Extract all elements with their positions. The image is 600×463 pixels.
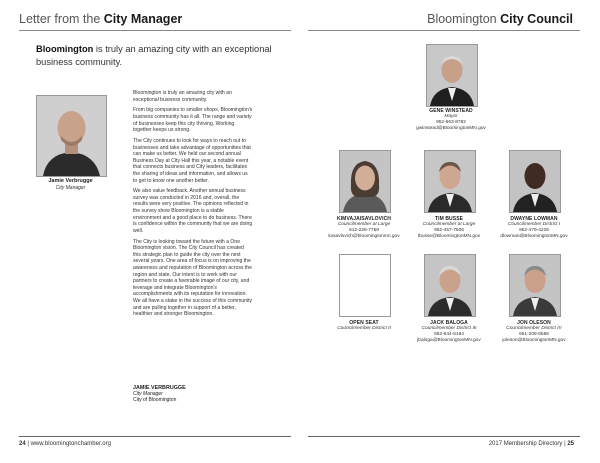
council-member: OPEN SEAT Councilmember District II	[337, 320, 391, 331]
manager-name: Jamie Verbrugge	[48, 178, 93, 184]
open-seat-placeholder	[339, 254, 391, 317]
left-page-number: 24	[19, 441, 26, 447]
council-member: DWAYNE LOWMAN Councilmember District I 952-479-4226 dlowman@BloomingtonMN.gov	[489, 216, 579, 240]
mayor-photo	[426, 44, 478, 107]
footer-rule-left	[19, 436, 291, 437]
council-photo	[509, 254, 561, 317]
left-header-bold: City Manager	[103, 12, 183, 26]
council-member: KIMVAJAISAVLOVICH Councilmember at Large 612-226-7759 kvsavlovich@bloomingtonmn.gov	[319, 216, 409, 240]
letter-signature	[133, 385, 253, 403]
right-footer: 2017 Membership Directory | 25	[488, 441, 574, 447]
signature-title: City Manager	[133, 391, 163, 397]
letter-paragraph: The City is looking toward the future with a One Bloomington vision. The City Council has created this strategic plan to guide the city over the next several years. One area of focus is on improving the awareness and reputation of Bloomington across the region and state. Our intent is to work with our partners to create a favorable image of our city, and leverage and integrate Bloomington's accomplishments with its reputation for innovation. We all have a stake in the success of this community and are pulling together in support of a better, healthier and stronger Bloomington.	[133, 238, 253, 318]
email-link[interactable]: joleson@BloomingtonMN.gov	[502, 338, 566, 343]
letter-paragraph: The City continues to look for ways to reach out to businesses and take advantage of opportunities that can make us better. We held our second annual Business Day at City Hall this year, a notable event that connects business and City leaders, facilitates the sharing of ideas and information, and allows us to get to know one another better.	[133, 137, 251, 184]
footer-directory-label: 2017 Membership Directory	[488, 441, 563, 447]
right-page-number: 25	[567, 441, 574, 447]
council-photo	[424, 254, 476, 317]
manager-title: City Manager	[55, 185, 86, 191]
signature-name: JAMIE VERBRUGGE	[133, 385, 186, 391]
signature-org: City of Bloomington	[133, 397, 177, 403]
letter-paragraph: We also value feedback. Another annual business survey was conducted in 2016 and, overall, the results were very positive. The opinions reflected in the survey show Bloomington is a stable environment and a good place to do business. There is confidence within the community that we are doing well.	[133, 188, 253, 234]
email-link[interactable]: kvsavlovich@bloomingtonmn.gov	[328, 234, 400, 239]
letter-body	[133, 90, 253, 322]
council-member: JON OLESON Councilmember District IV 651-208-6586 joleson@BloomingtonMN.gov	[489, 320, 579, 344]
council-photo	[509, 150, 561, 213]
footer-rule-right	[308, 436, 580, 437]
council-member: JACK BALOGA Councilmember District III 952-644-5194 jbaloga@BloomingtonMN.gov	[404, 320, 494, 344]
letter-paragraph: Bloomington is truly an amazing city with an exceptional business community.	[133, 90, 232, 103]
email-link[interactable]: gwinstead@BloomingtonMN.gov	[416, 126, 486, 131]
manager-photo	[36, 95, 107, 177]
email-link[interactable]: dlowman@BloomingtonMN.gov	[500, 234, 568, 239]
council-photo	[424, 150, 476, 213]
email-link[interactable]: tbusse@BloomingtonMN.gov	[417, 234, 481, 239]
letter-paragraph: From big companies to smaller shops, Bloomington's business community has it all. The range and variety of businesses keep this city thriving. Working together keeps us strong.	[133, 107, 253, 134]
email-link[interactable]: jbaloga@BloomingtonMN.gov	[417, 338, 481, 343]
council-member: GENE WINSTEAD Mayor 952-563-8782 gwinstead@BloomingtonMN.gov	[406, 108, 496, 132]
right-header-bold: City Council	[500, 12, 573, 26]
intro-text: Bloomington is truly an amazing city with an exceptional business community.	[36, 44, 272, 67]
header-rule-left	[19, 30, 291, 31]
left-footer: 24 | www.bloomingtonchamber.org	[19, 441, 111, 447]
left-page-header: Letter from the City Manager	[19, 12, 183, 26]
council-member: TIM BUSSE Councilmember at Large 952-457-7506 tbusse@BloomingtonMN.gov	[404, 216, 494, 240]
header-rule-right	[308, 30, 580, 31]
footer-url[interactable]: www.bloomingtonchamber.org	[30, 441, 111, 447]
council-photo	[339, 150, 391, 213]
right-page-header: Bloomington City Council	[427, 12, 573, 26]
